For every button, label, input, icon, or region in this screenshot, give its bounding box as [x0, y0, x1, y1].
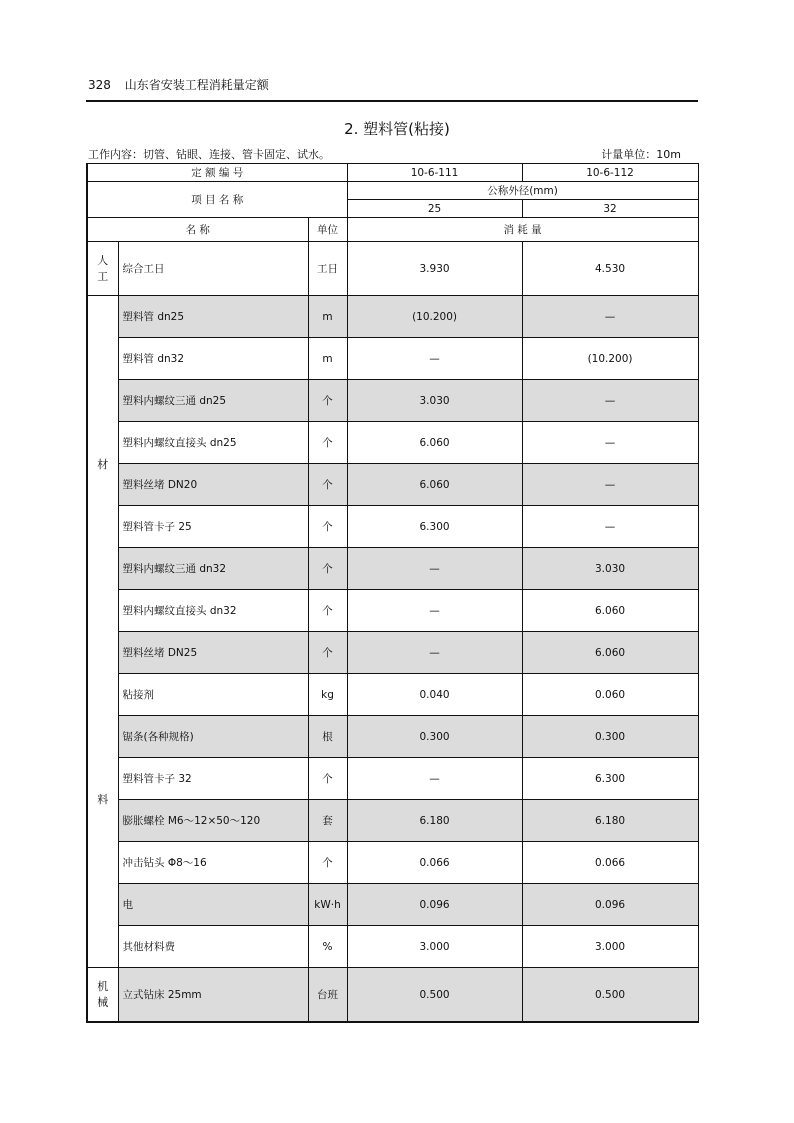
material-value-1: 0.066 [347, 842, 522, 884]
material-value-2: — [522, 506, 698, 548]
material-row [87, 464, 698, 506]
material-name: 塑料丝堵 DN25 [118, 632, 308, 674]
labor-category-char-1: 人 [97, 253, 109, 267]
material-value-2: 6.060 [522, 632, 698, 674]
material-unit: 个 [308, 506, 347, 548]
material-value-2: — [522, 380, 698, 422]
code-2: 10-6-112 [522, 164, 698, 182]
material-unit: m [308, 296, 347, 338]
labor-category-char-2: 工 [97, 269, 109, 283]
material-unit: 个 [308, 758, 347, 800]
material-row [87, 716, 698, 758]
quota-table [86, 163, 699, 1023]
item-label-cell [87, 182, 347, 218]
material-unit: 套 [308, 800, 347, 842]
material-name: 电 [118, 884, 308, 926]
material-value-1: 0.300 [347, 716, 522, 758]
material-row [87, 842, 698, 884]
material-row [87, 506, 698, 548]
col-consumption-header: 消 耗 量 [347, 218, 698, 242]
material-value-1: — [347, 632, 522, 674]
page-header [88, 76, 269, 93]
material-value-2: 3.030 [522, 548, 698, 590]
material-name: 其他材料费 [118, 926, 308, 968]
material-unit: % [308, 926, 347, 968]
material-value-1: 6.300 [347, 506, 522, 548]
material-value-1: 6.180 [347, 800, 522, 842]
material-unit: 个 [308, 590, 347, 632]
labor-value-1: 3.930 [347, 242, 522, 296]
material-unit: kg [308, 674, 347, 716]
material-row [87, 422, 698, 464]
machinery-category-char-2: 械 [97, 995, 109, 1009]
machinery-unit: 台班 [308, 968, 347, 1023]
material-unit: m [308, 338, 347, 380]
header-rule [86, 100, 698, 102]
material-row [87, 884, 698, 926]
machinery-row [87, 968, 698, 1023]
material-value-1: — [347, 590, 522, 632]
material-unit: 根 [308, 716, 347, 758]
material-value-1: 0.096 [347, 884, 522, 926]
material-name: 塑料管卡子 25 [118, 506, 308, 548]
material-value-2: 0.300 [522, 716, 698, 758]
material-category-bottom: 料 [97, 793, 109, 807]
material-value-1: — [347, 338, 522, 380]
material-name: 锯条(各种规格) [118, 716, 308, 758]
material-unit: 个 [308, 422, 347, 464]
material-value-1: 3.000 [347, 926, 522, 968]
material-value-2: — [522, 464, 698, 506]
material-value-2: 0.060 [522, 674, 698, 716]
col-name-header: 名 称 [87, 218, 308, 242]
material-row [87, 296, 698, 338]
material-name: 塑料管卡子 32 [118, 758, 308, 800]
material-row [87, 674, 698, 716]
material-name: 塑料内螺纹直接头 dn25 [118, 422, 308, 464]
material-name: 塑料管 dn25 [118, 296, 308, 338]
material-value-2: 0.066 [522, 842, 698, 884]
machinery-value-1: 0.500 [347, 968, 522, 1023]
material-value-2: 6.060 [522, 590, 698, 632]
material-value-2: 0.096 [522, 884, 698, 926]
material-category-top: 材 [97, 457, 109, 471]
spec-1: 25 [347, 200, 522, 218]
material-name: 塑料管 dn32 [118, 338, 308, 380]
material-row [87, 632, 698, 674]
measure-unit: 计量单位：10m [601, 148, 681, 161]
material-value-1: (10.200) [347, 296, 522, 338]
col-unit-header: 单位 [308, 218, 347, 242]
material-value-2: 6.300 [522, 758, 698, 800]
material-value-1: — [347, 548, 522, 590]
material-value-2: 3.000 [522, 926, 698, 968]
material-value-2: — [522, 422, 698, 464]
material-value-2: (10.200) [522, 338, 698, 380]
material-name: 塑料内螺纹三通 dn32 [118, 548, 308, 590]
labor-category [87, 242, 118, 296]
material-name: 冲击钻头 Φ8～16 [118, 842, 308, 884]
spec-2: 32 [522, 200, 698, 218]
item-label: 项 目 名 称 [191, 194, 244, 206]
material-unit: 个 [308, 632, 347, 674]
machinery-category-char-1: 机 [97, 979, 109, 993]
material-value-1: 0.040 [347, 674, 522, 716]
labor-unit: 工日 [308, 242, 347, 296]
material-row [87, 548, 698, 590]
material-unit: 个 [308, 464, 347, 506]
material-unit: 个 [308, 842, 347, 884]
machinery-value-2: 0.500 [522, 968, 698, 1023]
code-label-cell [87, 164, 347, 182]
material-name: 膨胀螺栓 M6～12×50～120 [118, 800, 308, 842]
material-row [87, 926, 698, 968]
material-name: 粘接剂 [118, 674, 308, 716]
material-name: 塑料内螺纹直接头 dn32 [118, 590, 308, 632]
section-title: 2. 塑料管(粘接) [344, 120, 450, 138]
work-content: 工作内容：切管、钻眼、连接、管卡固定、试水。 [88, 148, 330, 161]
material-value-1: 6.060 [347, 464, 522, 506]
material-value-1: 3.030 [347, 380, 522, 422]
material-unit: 个 [308, 548, 347, 590]
material-row [87, 338, 698, 380]
code-label: 定 额 编 号 [191, 167, 244, 179]
code-1: 10-6-111 [347, 164, 522, 182]
material-name: 塑料丝堵 DN20 [118, 464, 308, 506]
material-row [87, 800, 698, 842]
machinery-category [87, 968, 118, 1023]
material-row [87, 380, 698, 422]
material-value-2: 6.180 [522, 800, 698, 842]
material-value-1: — [347, 758, 522, 800]
page-number: 328 [88, 78, 111, 92]
material-value-2: — [522, 296, 698, 338]
machinery-name: 立式钻床 25mm [118, 968, 308, 1023]
book-title: 山东省安装工程消耗量定额 [124, 78, 269, 92]
spec-label: 公称外径(mm) [347, 182, 698, 200]
material-unit: kW·h [308, 884, 347, 926]
labor-value-2: 4.530 [522, 242, 698, 296]
labor-name: 综合工日 [118, 242, 308, 296]
material-row [87, 758, 698, 800]
material-unit: 个 [308, 380, 347, 422]
material-row [87, 590, 698, 632]
material-category [87, 296, 118, 968]
material-name: 塑料内螺纹三通 dn25 [118, 380, 308, 422]
material-value-1: 6.060 [347, 422, 522, 464]
